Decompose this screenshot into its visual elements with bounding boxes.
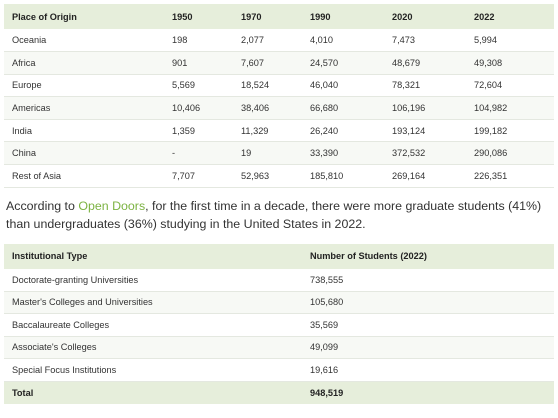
table-row bbox=[4, 29, 554, 52]
institution-table-header bbox=[4, 244, 554, 269]
value-cell: 7,607 bbox=[241, 57, 264, 68]
table-row bbox=[4, 74, 554, 97]
value-cell: 372,532 bbox=[392, 148, 426, 159]
region-cell: Africa bbox=[12, 57, 36, 68]
header-1970: 1970 bbox=[241, 11, 262, 22]
value-cell: 52,963 bbox=[241, 170, 270, 181]
institution-type-cell: Doctorate-granting Universities bbox=[12, 274, 139, 285]
table-row bbox=[4, 165, 554, 188]
total-value: 948,519 bbox=[310, 387, 344, 398]
value-cell: 49,308 bbox=[474, 57, 503, 68]
content bbox=[4, 4, 554, 404]
value-cell: 901 bbox=[172, 57, 188, 68]
value-cell: 4,010 bbox=[310, 35, 333, 46]
value-cell: 104,982 bbox=[474, 103, 508, 114]
value-cell: 226,351 bbox=[474, 170, 508, 181]
value-cell: 38,406 bbox=[241, 103, 270, 114]
value-cell: 46,040 bbox=[310, 80, 339, 91]
value-cell: 5,994 bbox=[474, 35, 497, 46]
header-1990: 1990 bbox=[310, 11, 331, 22]
table-row bbox=[4, 359, 554, 382]
region-cell: India bbox=[12, 125, 32, 136]
table-row bbox=[4, 291, 554, 314]
institution-type-cell: Baccalaureate Colleges bbox=[12, 319, 110, 330]
table-row bbox=[4, 314, 554, 337]
origin-table-header bbox=[4, 4, 554, 29]
value-cell: 1,359 bbox=[172, 125, 195, 136]
value-cell: 7,473 bbox=[392, 35, 415, 46]
value-cell: 66,680 bbox=[310, 103, 339, 114]
table-row bbox=[4, 142, 554, 165]
value-cell: 78,321 bbox=[392, 80, 421, 91]
total-row bbox=[4, 381, 554, 404]
institution-type-cell: Master's Colleges and Universities bbox=[12, 297, 153, 308]
value-cell: 33,390 bbox=[310, 148, 339, 159]
value-cell: 2,077 bbox=[241, 35, 264, 46]
value-cell: 269,164 bbox=[392, 170, 426, 181]
total-label: Total bbox=[12, 387, 34, 398]
region-cell: Europe bbox=[12, 80, 42, 91]
value-cell: 193,124 bbox=[392, 125, 426, 136]
table-row bbox=[4, 97, 554, 120]
open-doors-link[interactable]: Open Doors bbox=[78, 198, 146, 213]
value-cell: 290,086 bbox=[474, 148, 508, 159]
table-row bbox=[4, 52, 554, 75]
region-cell: China bbox=[12, 148, 37, 159]
value-cell: 48,679 bbox=[392, 57, 421, 68]
student-count-cell: 35,569 bbox=[310, 319, 339, 330]
value-cell: 11,329 bbox=[241, 125, 269, 136]
table-row bbox=[4, 119, 554, 142]
value-cell: 7,707 bbox=[172, 170, 195, 181]
paragraph-suffix: , for the first time in a decade, there were more graduate students (41%) than undergraduates (36%) studying in the United States in 2022. bbox=[6, 198, 542, 231]
value-cell: 199,182 bbox=[474, 125, 508, 136]
open-doors-paragraph bbox=[4, 197, 554, 233]
table-row bbox=[4, 269, 554, 292]
student-count-cell: 19,616 bbox=[310, 364, 339, 375]
header-1950: 1950 bbox=[172, 11, 193, 22]
institution-table bbox=[4, 244, 554, 405]
value-cell: 10,406 bbox=[172, 103, 201, 114]
value-cell: 26,240 bbox=[310, 125, 339, 136]
value-cell: 19 bbox=[241, 148, 252, 159]
value-cell: - bbox=[172, 148, 176, 159]
header-number-of-students: Number of Students (2022) bbox=[310, 251, 427, 262]
header-place-of-origin: Place of Origin bbox=[12, 11, 77, 22]
value-cell: 24,570 bbox=[310, 57, 339, 68]
value-cell: 106,196 bbox=[392, 103, 426, 114]
value-cell: 5,569 bbox=[172, 80, 195, 91]
table-row bbox=[4, 336, 554, 359]
student-count-cell: 738,555 bbox=[310, 274, 344, 285]
header-2020: 2020 bbox=[392, 11, 413, 22]
value-cell: 185,810 bbox=[310, 170, 344, 181]
student-count-cell: 105,680 bbox=[310, 297, 344, 308]
institution-type-cell: Special Focus Institutions bbox=[12, 364, 117, 375]
value-cell: 72,604 bbox=[474, 80, 503, 91]
region-cell: Rest of Asia bbox=[12, 170, 62, 181]
paragraph-prefix: According to bbox=[6, 198, 79, 213]
header-2022: 2022 bbox=[474, 11, 495, 22]
header-institutional-type: Institutional Type bbox=[12, 251, 88, 262]
region-cell: Americas bbox=[12, 103, 51, 114]
student-count-cell: 49,099 bbox=[310, 342, 339, 353]
value-cell: 198 bbox=[172, 35, 188, 46]
region-cell: Oceania bbox=[12, 35, 47, 46]
origin-table bbox=[4, 4, 554, 188]
institution-type-cell: Associate's Colleges bbox=[12, 342, 97, 353]
value-cell: 18,524 bbox=[241, 80, 270, 91]
